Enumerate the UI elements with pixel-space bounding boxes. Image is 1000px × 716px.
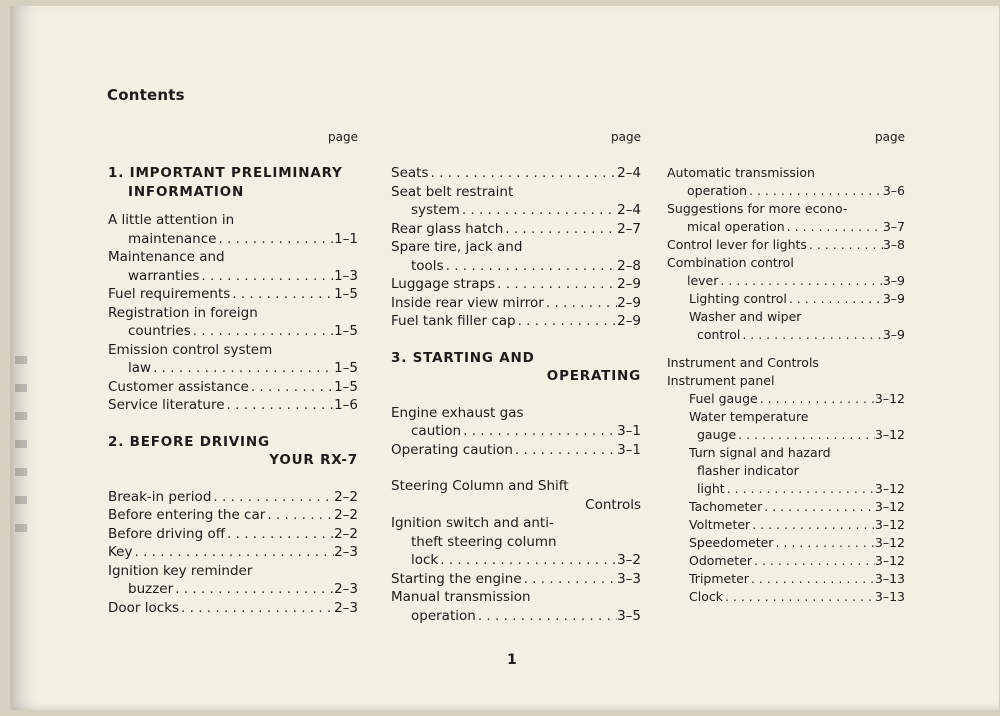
section-subheading: Instrument and Controls	[667, 355, 819, 370]
toc-entry: Spare tire, jack and	[391, 239, 523, 255]
section-heading: 2. BEFORE DRIVING	[108, 433, 270, 450]
section-subheading: Instrument panel	[667, 373, 775, 388]
toc-entry: countries . . . 1–5	[108, 322, 358, 341]
toc-entry: warranties . . . 1–3	[108, 267, 358, 286]
toc-entry: Voltmeter . . . 3–12	[667, 516, 905, 534]
toc-entry: maintenance . . . 1–1	[108, 230, 358, 249]
toc-entry: Lighting control . . . 3–9	[667, 290, 905, 308]
toc-entry: Fuel tank filler cap . . . 2–9	[391, 312, 641, 331]
toc-entry: Emission control system	[108, 341, 273, 358]
toc-entry: law . . . 1–5	[108, 359, 358, 378]
toc-column-1	[108, 126, 358, 617]
page-column-label: page	[611, 130, 641, 144]
toc-entry: buzzer . . . 2–3	[108, 580, 358, 599]
toc-entry: Odometer . . . 3–12	[667, 552, 905, 570]
toc-entry: Inside rear view mirror . . . 2–9	[391, 294, 641, 313]
toc-entry: flasher indicator	[697, 463, 799, 478]
section-heading: 3. STARTING AND	[391, 349, 535, 366]
toc-entry: Water temperature	[689, 409, 809, 424]
toc-entry: lock . . . 3–2	[391, 551, 641, 570]
toc-entry: Tripmeter . . . 3–13	[667, 570, 905, 588]
toc-entry: Steering Column and Shift	[391, 478, 569, 494]
toc-entry: Starting the engine . . . 3–3	[391, 570, 641, 589]
toc-entry: caution . . . 3–1	[391, 422, 641, 441]
toc-entry: Break-in period . . . 2–2	[108, 488, 358, 507]
toc-entry: Customer assistance . . . 1–5	[108, 378, 358, 397]
toc-entry: Combination control	[667, 255, 794, 270]
toc-entry: theft steering column	[411, 533, 557, 550]
toc-entry: Luggage straps . . . 2–9	[391, 275, 641, 294]
toc-entry: Automatic transmission	[667, 165, 815, 180]
toc-entry: tools . . . 2–8	[391, 257, 641, 276]
toc-entry: gauge . . . 3–12	[667, 426, 905, 444]
toc-entry: lever . . . 3–9	[667, 272, 905, 290]
toc-entry: Turn signal and hazard	[689, 445, 831, 460]
toc-column-3	[667, 126, 905, 606]
toc-entry: Before entering the car . . . 2–2	[108, 506, 358, 525]
toc-entry: Registration in foreign	[108, 304, 258, 321]
toc-entry: Tachometer . . . 3–12	[667, 498, 905, 516]
page-column-label: page	[875, 130, 905, 144]
contents-heading: Contents	[107, 86, 185, 104]
section-heading: YOUR RX-7	[269, 452, 358, 468]
toc-entry: Rear glass hatch . . . 2–7	[391, 220, 641, 239]
toc-entry: Seat belt restraint	[391, 183, 514, 200]
toc-entry: Maintenance and	[108, 249, 225, 265]
toc-entry: Door locks . . . 2–3	[108, 599, 358, 618]
toc-entry: Fuel gauge . . . 3–12	[667, 390, 905, 408]
toc-entry: Key . . . 2–3	[108, 543, 358, 562]
binding-edge	[15, 336, 27, 536]
toc-entry: Ignition key reminder	[108, 562, 253, 579]
toc-entry: mical operation . . . 3–7	[667, 218, 905, 236]
toc-entry: Manual transmission	[391, 589, 531, 605]
toc-entry: Engine exhaust gas	[391, 404, 524, 421]
toc-entry: light . . . 3–12	[667, 480, 905, 498]
toc-entry: Fuel requirements . . . 1–5	[108, 285, 358, 304]
toc-entry: operation . . . 3–5	[391, 607, 641, 626]
toc-entry: Controls	[585, 496, 641, 513]
section-heading: INFORMATION	[128, 183, 245, 200]
toc-entry: system . . . 2–4	[391, 201, 641, 220]
toc-entry: Clock . . . 3–13	[667, 588, 905, 606]
page-number: 1	[507, 652, 517, 668]
toc-entry: Seats . . . 2–4	[391, 164, 641, 183]
toc-entry: Operating caution . . . 3–1	[391, 441, 641, 460]
toc-entry: A little attention in	[108, 212, 235, 228]
toc-entry: Control lever for lights . . . 3–8	[667, 236, 905, 254]
toc-entry: operation . . . 3–6	[667, 182, 905, 200]
section-heading: 1. IMPORTANT PRELIMINARY	[108, 165, 343, 181]
toc-entry: Ignition switch and anti-	[391, 515, 554, 531]
page-column-label: page	[328, 130, 358, 144]
toc-column-2	[391, 126, 641, 625]
toc-entry: Speedometer . . . 3–12	[667, 534, 905, 552]
toc-entry: Service literature . . . 1–6	[108, 396, 358, 415]
toc-entry: Suggestions for more econo-	[667, 201, 848, 216]
toc-entry: Before driving off . . . 2–2	[108, 525, 358, 544]
document-page	[10, 6, 999, 710]
toc-entry: control . . . 3–9	[667, 326, 905, 344]
section-heading: OPERATING	[546, 368, 641, 384]
toc-entry: Washer and wiper	[689, 309, 802, 324]
